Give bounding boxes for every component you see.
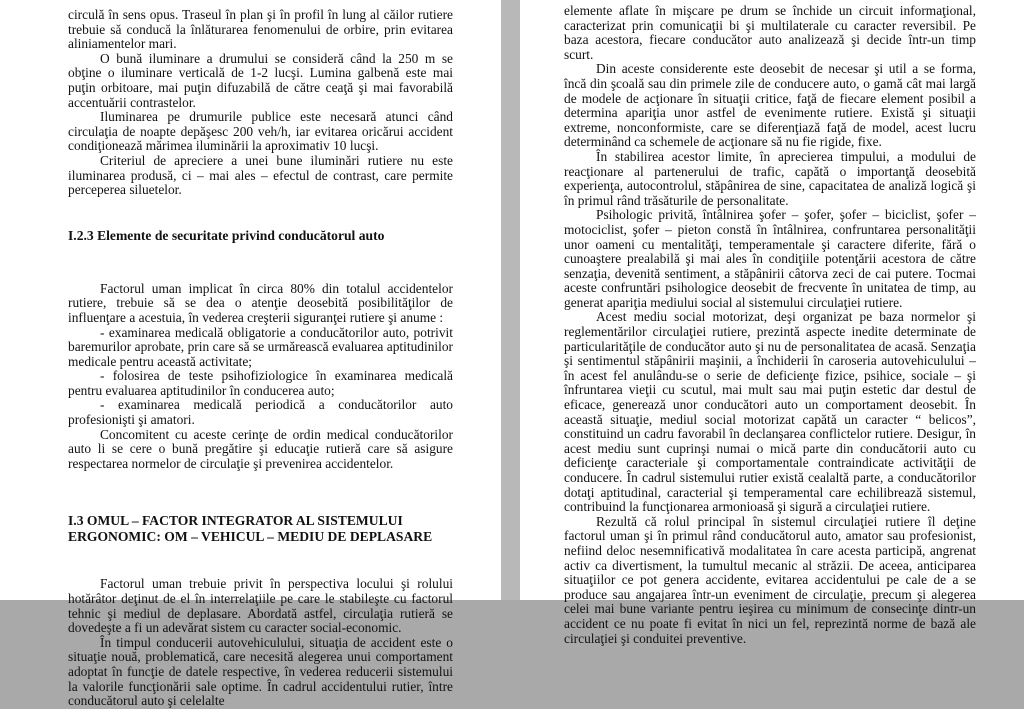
paragraph: Rezultă că rolul principal în sistemul circulaţiei rutiere îl deţine factorul uman şi în primul rând conducătorul auto, amator sau profesionist, nefiind deloc nesemnificativă modalitatea în care acesta participă, angrenat activ ca divertisment, la tumultul mecanic al străzii. De aceea, anticiparea situaţiilor ce pot genera accidente, evitarea accidentului pe cale de a se produce sau angajarea într-un eveniment de circulaţie, precum şi alegerea celei mai bune variante pentru ieşirea cu minimum de consecinţe dintr-un accident ce nu poate fi evitat în nici un fel, reprezintă norme de bază ale circulaţiei şi conduitei preventive.	[564, 513, 976, 646]
list-item: - examinarea medicală periodică a conducătorilor auto profesionişti şi amatori.	[68, 397, 453, 428]
section-heading: I.2.3 Elemente de securitate privind conducătorul auto	[68, 227, 385, 243]
list-item: - folosirea de teste psihofiziologice în examinarea medicală pentru evaluarea aptitudinilor în conducerea auto;	[68, 368, 453, 398]
paragraph: Criteriul de apreciere a unei bune iluminări rutiere nu este iluminarea produsă, ci – mai ales – efectul de contrast, care permite perceperea siluetelor.	[68, 152, 453, 198]
paragraph: Psihologic privită, întâlnirea şofer – şofer, şofer – biciclist, şofer – motociclist, şofer – pieton constă în întâlnirea, confruntarea personalităţii unor oameni cu mentalităţi, temperamentale şi caractere diferite, fără o cunoaştere prealabilă şi mai ales în condiţiile potenţării acestora de către senzaţia, devenită sentiment, a stăpânirii câtorva zeci de cai putere. Tocmai aceste confruntări psihologice deosebit de frecvente în unitatea de timp, au generat apariţia mediului social al sistemului circulaţiei rutiere.	[564, 207, 976, 310]
paragraph: În timpul conducerii autovehiculului, situaţia de accident este o situaţie nouă, problematică, care necesită alegerea unui comportament adoptat în funcţie de datele respective, în vederea reducerii sistemului la valorile funcţionării sale optime. În cadrul accidentului rutier, între conducătorul auto şi celelalte	[68, 634, 453, 709]
paragraph: O bună iluminare a drumului se consideră când la 250 m se obţine o iluminare verticală de 1-2 lucşi. Lumina galbenă este mai puţin orbitoare, mai puţin difuzabilă de către ceaţă şi mai favorabilă accentuării contrastelor.	[68, 50, 453, 110]
document-page-right	[520, 0, 1024, 646]
page-gutter	[501, 0, 520, 600]
paragraph: Factorul uman implicat în circa 80% din totalul accidentelor rutiere, trebuie să se dea o atenţie deosebită posibilităţilor de influenţare a acestuia, în vederea creşterii siguranţei rutiere şi anume :	[68, 280, 453, 325]
document-page-left	[0, 0, 501, 709]
paragraph: elemente aflate în mişcare pe drum se închide un circuit informaţional, caracterizat prin comunicaţii bi şi multilaterale cu caracter reversibil. Pe baza acestora, fiecare conducător auto analizează şi decide într-un timp scurt.	[564, 3, 976, 62]
chapter-heading: I.3 OMUL – FACTOR INTEGRATOR AL SISTEMULUI ERGONOMIC: OM – VEHICUL – MEDIU DE DEPLASARE	[68, 513, 433, 545]
paragraph: Concomitent cu aceste cerinţe de ordin medical conducătorilor auto li se cere o bună pregătire şi educaţie rutieră care să asigure respectarea normelor de circulaţie şi prevenirea accidentelor.	[68, 426, 453, 471]
paragraph: Factorul uman trebuie privit în perspectiva locului şi rolului hotărâtor deţinut de el în interrelaţiile pe care le stabileşte cu factorul tehnic şi mediul de deplasare. Abordată astfel, circulaţia rutieră se dovedeşte a fi un adevărat sistem cu caracter social-economic.	[68, 576, 453, 636]
paragraph: Acest mediu social motorizat, deşi organizat pe baza normelor şi reglementărilor circulaţiei rutiere, prezintă aspecte inedite determinate de particularităţile de conducător auto şi nu de personalitatea de acasă. Senzaţia şi sentimentul stăpânirii maşinii, a închiderii în caroseria autovehiculului – în acest fel anulându-se o serie de deficienţe fizice, psihice, sociale – şi înfruntarea vieţii cu scutul, mai mult sau mai puţin estetic dar destul de eficace, generează unor conducători auto un comportament deosebit. În această situaţie, mediul social motorizat capătă un caracter “ belicos”, constituind un cadru favorabil în declanşarea conflictelor rutiere. Desigur, în acest mediu sunt cuprinşi numai o mică parte din conducătorii auto cu deficienţe caracteriale şi comportamentale contraindicate activităţii de conducere. În cadrul sistemului rutier există cealaltă parte, a conducătorilor dotaţi aptitudinal, caracterial şi temperamental care echilibrează sistemul, contribuind la funcţionarea armonioasă şi sigură a circulaţiei rutiere.	[564, 309, 976, 515]
paragraph: circulă în sens opus. Traseul în plan şi în profil în lung al căilor rutiere trebuie să conducă la înlăturarea fenomenului de orbire, prin evitarea aliniamentelor mari.	[68, 7, 453, 52]
paragraph: Din aceste considerente este deosebit de necesar şi util a se forma, încă din şcoală sau din primele zile de conducere auto, o gamă cât mai largă de modele de acţionare în situaţii critice, faţă de fiecare element posibil a determina apariţia unor astfel de evenimente rutiere. Există şi situaţii extreme, nonconformiste, care se diferenţiază faţă de model, acest lucru determinând ca schemele de acţionare să nu fie rigide, fixe.	[564, 61, 976, 150]
paragraph: În stabilirea acestor limite, în aprecierea timpului, a modului de reacţionare al partenerului de trafic, capătă o importanţă deosebită experienţa, autocontrolul, stăpânirea de sine, capacitatea de analiză logică şi în primul rând trăsăturile de personalitate.	[564, 148, 976, 208]
paragraph: Iluminarea pe drumurile publice este necesară atunci când circulaţia de noapte depăşesc 200 veh/h, iar evitarea oricărui accident condiţionează mărimea iluminării la aproximativ 10 lucşi.	[68, 109, 453, 154]
list-item: - examinarea medicală obligatorie a conducătorilor auto, potrivit baremurilor aprobate, prin care să se urmărească evaluarea aptitudinilor medicale pentru această activitate;	[68, 324, 453, 369]
